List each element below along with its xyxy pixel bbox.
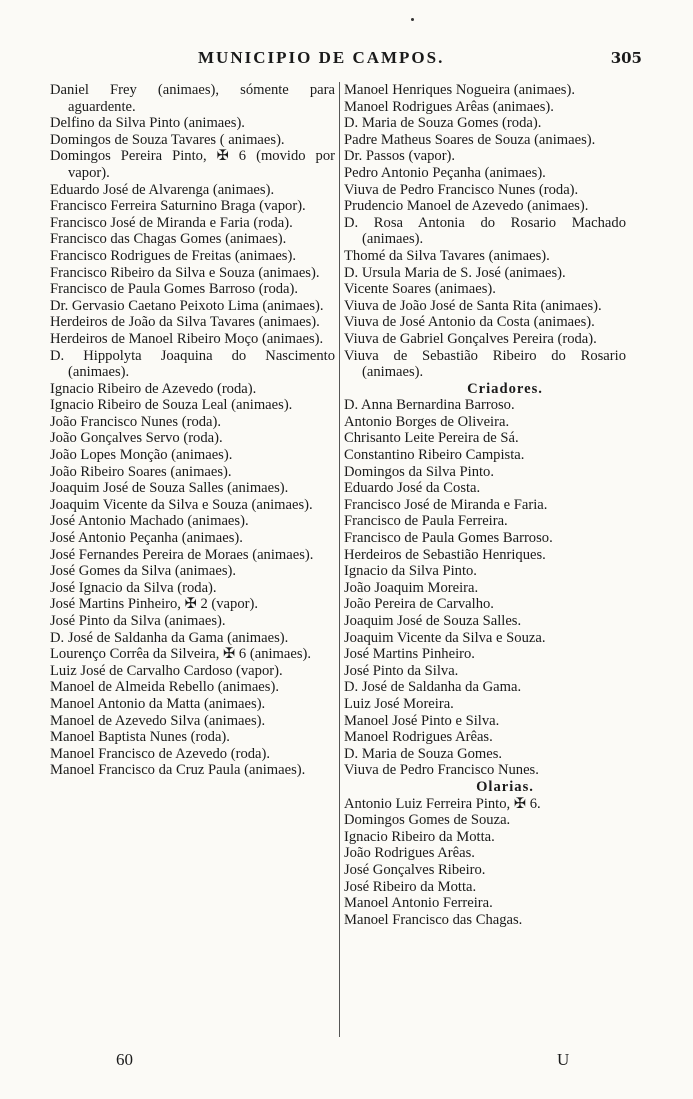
directory-entry: Joaquim Vicente da Silva e Souza. [344,629,546,646]
directory-entry: D. Rosa Antonia do Rosario Machado (animaes). [344,214,626,248]
directory-entry: Francisco Ferreira Saturnino Braga (vapor). [50,198,306,215]
directory-entry: João Lopes Monção (animaes). [50,447,233,464]
directory-entry: Francisco de Paula Ferreira. [344,513,508,530]
directory-entry: Antonio Borges de Oliveira. [344,413,510,430]
left-column [50,82,335,779]
directory-entry: Francisco Ribeiro da Silva e Souza (animaes). [50,264,320,281]
directory-entry: Domingos Gomes de Souza. [344,812,511,829]
directory-entry: Herdeiros de Manoel Ribeiro Moço (animaes). [50,330,324,347]
directory-entry: Delfino da Silva Pinto (animaes). [50,115,245,132]
directory-entry: Manoel Baptista Nunes (roda). [50,729,230,746]
directory-entry: Viuva de Pedro Francisco Nunes. [344,762,539,779]
directory-entry: Luiz José Moreira. [344,695,454,712]
directory-entry: Ignacio Ribeiro da Motta. [344,828,495,845]
directory-entry: Thomé da Silva Tavares (animaes). [344,247,550,264]
directory-entry: Manoel Antonio Ferreira. [344,895,493,912]
directory-entry: José Antonio Machado (animaes). [50,513,249,530]
directory-entry: Manoel Henriques Nogueira (animaes). [344,82,575,98]
directory-entry: Domingos de Souza Tavares ( animaes). [50,131,285,148]
directory-entry: Daniel Frey (animaes), sómente para aguardente. [50,82,335,115]
olarias-heading: Olarias. [476,778,534,795]
signature-mark-left: 60 [116,1050,133,1069]
directory-entry: Manoel Antonio da Matta (animaes). [50,695,266,712]
directory-entry: João Ribeiro Soares (animaes). [50,463,232,480]
directory-entry: José Martins Pinheiro. [344,646,475,663]
directory-entry: Domingos da Silva Pinto. [344,463,494,480]
directory-entry: Manoel José Pinto e Silva. [344,712,500,729]
directory-entry: Manoel Francisco das Chagas. [344,911,523,928]
directory-entry: D. Ursula Maria de S. José (animaes). [344,264,566,281]
directory-entry: Viuva de Sebastião Ribeiro do Rosario (animaes). [344,347,626,381]
directory-entry: Francisco José de Miranda e Faria (roda). [50,214,293,231]
directory-entry: Lourenço Corrêa da Silveira, ✠ 6 (animaes). [50,646,312,663]
right-column-entries [344,82,626,381]
directory-entry: Joaquim José de Souza Salles. [344,613,522,629]
column-divider [339,82,340,1037]
directory-entry: D. Anna Bernardina Barroso. [344,397,515,414]
directory-entry: José Antonio Peçanha (animaes). [50,530,243,547]
directory-entry: José Ribeiro da Motta. [344,878,477,895]
directory-entry: Eduardo José de Alvarenga (animaes). [50,181,275,198]
directory-entry: D. José de Saldanha da Gama. [344,679,522,696]
directory-entry: Joaquim José de Souza Salles (animaes). [50,480,289,497]
directory-entry: Manoel Francisco de Azevedo (roda). [50,745,271,762]
directory-entry: Chrisanto Leite Pereira de Sá. [344,430,519,447]
directory-entry: João Rodrigues Arêas. [344,845,475,862]
directory-entry: José Ignacio da Silva (roda). [50,579,217,596]
directory-entry: Manoel de Almeida Rebello (animaes). [50,679,279,696]
directory-entry: Manoel Rodrigues Arêas (animaes). [344,98,554,115]
directory-entry: Viuva de Gabriel Gonçalves Pereira (roda). [344,330,597,347]
directory-entry: Viuva de João José de Santa Rita (animaes). [344,297,602,314]
olarias-list [344,796,626,929]
directory-entry: D. Maria de Souza Gomes. [344,745,503,762]
directory-entry: Ignacio Ribeiro de Souza Leal (animaes). [50,397,293,414]
directory-entry: Domingos Pereira Pinto, ✠ 6 (movido por vapor). [50,148,335,181]
criadores-list [344,397,626,779]
directory-entry: José Fernandes Pereira de Moraes (animaes). [50,546,314,563]
criadores-heading: Criadores. [467,380,543,397]
directory-entry: José Gonçalves Ribeiro. [344,861,486,878]
directory-entry: Francisco Rodrigues de Freitas (animaes). [50,247,296,264]
running-title: MUNICIPIO DE CAMPOS. [198,48,445,67]
directory-entry: Antonio Luiz Ferreira Pinto, ✠ 6. [344,795,541,812]
directory-entry: João Gonçalves Servo (roda). [50,430,223,447]
directory-entry: Joaquim Vicente da Silva e Souza (animaes). [50,496,313,513]
directory-entry: Pedro Antonio Peçanha (animaes). [344,164,546,181]
directory-entry: Francisco das Chagas Gomes (animaes). [50,231,287,248]
directory-entry: D. José de Saldanha da Gama (animaes). [50,629,289,646]
signature-mark-right: U [557,1050,570,1069]
directory-entry: Viuva de José Antonio da Costa (animaes). [344,314,595,331]
directory-entry: José Martins Pinheiro, ✠ 2 (vapor). [50,596,258,613]
directory-entry: Vicente Soares (animaes). [344,281,496,298]
directory-entry: Herdeiros de João da Silva Tavares (animaes). [50,314,320,331]
directory-entry: Dr. Passos (vapor). [344,148,456,165]
directory-entry: José Pinto da Silva. [344,662,459,679]
directory-entry: Ignacio Ribeiro de Azevedo (roda). [50,380,257,397]
directory-entry: João Joaquim Moreira. [344,579,479,596]
directory-entry: João Francisco Nunes (roda). [50,413,222,430]
directory-entry: D. Hippolyta Joaquina do Nascimento (animaes). [50,347,335,381]
directory-entry: Eduardo José da Costa. [344,480,481,497]
directory-entry: Francisco de Paula Gomes Barroso. [344,530,553,547]
directory-entry: Luiz José de Carvalho Cardoso (vapor). [50,662,283,679]
directory-entry: Padre Matheus Soares de Souza (animaes). [344,131,596,148]
directory-entry: Ignacio da Silva Pinto. [344,563,477,580]
directory-entry: Herdeiros de Sebastião Henriques. [344,546,546,563]
directory-entry: Francisco de Paula Gomes Barroso (roda). [50,281,299,298]
directory-entry: Manoel de Azevedo Silva (animaes). [50,712,266,729]
directory-entry: Constantino Ribeiro Campista. [344,447,525,464]
directory-entry: José Gomes da Silva (animaes). [50,563,237,580]
directory-entry: João Pereira de Carvalho. [344,596,494,613]
directory-entry: Manoel Rodrigues Arêas. [344,729,493,746]
print-speck [411,18,414,21]
right-column [344,82,626,928]
page-header [48,46,648,76]
directory-entry: Francisco José de Miranda e Faria. [344,496,548,513]
directory-entry: Viuva de Pedro Francisco Nunes (roda). [344,181,579,198]
directory-entry: Dr. Gervasio Caetano Peixoto Lima (animaes). [50,297,324,314]
directory-entry: José Pinto da Silva (animaes). [50,613,226,629]
directory-entry: Prudencio Manoel de Azevedo (animaes). [344,198,589,215]
page-number: 305 [610,49,642,67]
directory-entry: Manoel Francisco da Cruz Paula (animaes). [50,762,306,779]
directory-entry: D. Maria de Souza Gomes (roda). [344,115,542,132]
